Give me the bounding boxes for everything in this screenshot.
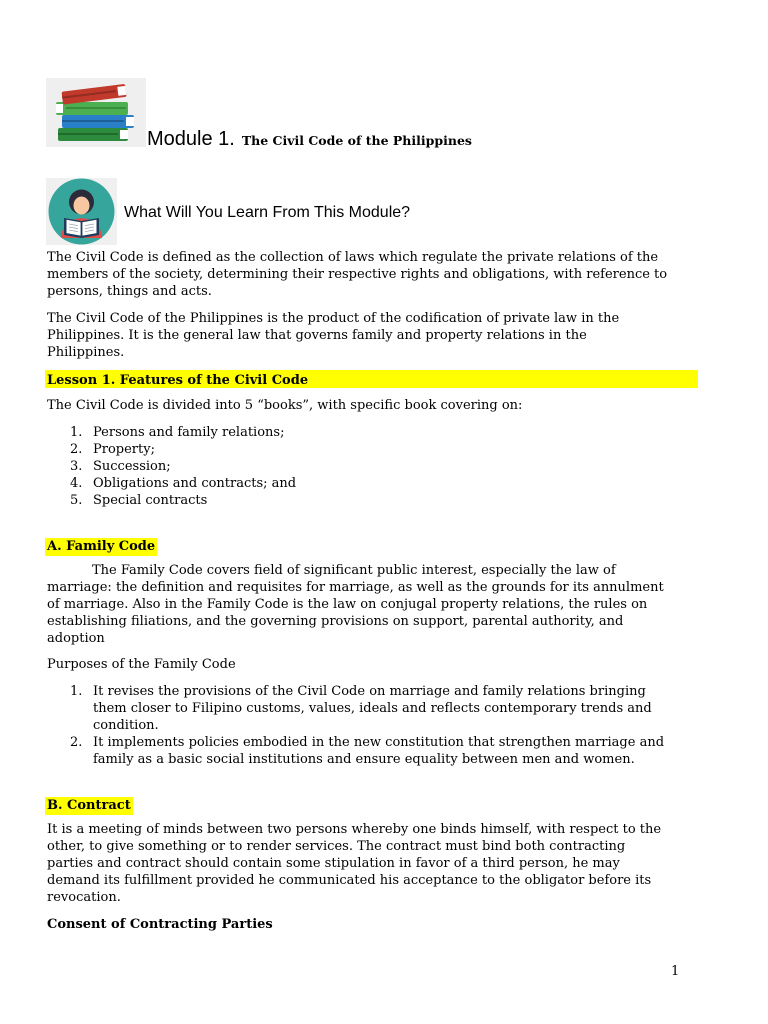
family-code-heading: A. Family Code xyxy=(47,539,156,554)
list-number: 3. xyxy=(70,459,83,474)
text-line: family as a basic social institutions and ensure equality between men and women. xyxy=(93,752,635,767)
list-item xyxy=(70,475,710,492)
text-line: revocation. xyxy=(47,890,121,905)
text-line: of marriage. Also in the Family Code is the law on conjugal property relations, the rules on xyxy=(47,597,648,612)
text-line: It implements policies embodied in the new constitution that strengthen marriage and xyxy=(93,735,665,750)
consent-heading: Consent of Contracting Parties xyxy=(47,917,273,932)
text-line: The Family Code covers field of significant public interest, especially the law of xyxy=(92,563,616,578)
list-number: 1. xyxy=(70,684,83,699)
student-reading-icon xyxy=(46,178,117,245)
list-number: 4. xyxy=(70,476,83,491)
list-text: Property; xyxy=(93,442,155,457)
list-item xyxy=(70,458,710,475)
list-text: Succession; xyxy=(93,459,171,474)
list-number: 5. xyxy=(70,493,83,508)
text-line: The Civil Code of the Philippines is the product of the codification of private law in the xyxy=(47,311,620,326)
text-line: other, to give something or to render services. The contract must bind both contracting xyxy=(47,839,626,854)
list-number: 2. xyxy=(70,735,83,750)
intro-paragraph-2 xyxy=(47,310,619,361)
text-line: them closer to Filipino customs, values, ideals and reflects contemporary trends and xyxy=(93,701,652,716)
family-code-heading-wrap xyxy=(45,535,157,556)
text-line: Philippines. xyxy=(47,345,125,360)
text-line: establishing filiations, and the governing provisions on support, parental authority, and xyxy=(47,614,624,629)
books-stack-icon xyxy=(46,78,146,147)
module-title: The Civil Code of the Philippines xyxy=(241,133,472,148)
list-text: Obligations and contracts; and xyxy=(93,476,297,491)
list-text: Persons and family relations; xyxy=(93,425,285,440)
text-line: It revises the provisions of the Civil Code on marriage and family relations bringing xyxy=(93,684,646,699)
list-item xyxy=(70,492,710,509)
module-label: Module 1. xyxy=(147,128,235,150)
list-number: 2. xyxy=(70,442,83,457)
lesson-heading-bar xyxy=(45,370,698,388)
text-line: It is a meeting of minds between two persons whereby one binds himself, with respect to the xyxy=(47,822,662,837)
list-item xyxy=(70,441,710,458)
books-list xyxy=(70,424,710,509)
text-line: parties and contract should contain some stipulation in favor of a third person, he may xyxy=(47,856,620,871)
text-line: adoption xyxy=(47,631,105,646)
purposes-label: Purposes of the Family Code xyxy=(47,657,236,672)
purposes-list xyxy=(70,683,710,768)
list-number: 1. xyxy=(70,425,83,440)
text-line: The Civil Code is defined as the collection of laws which regulate the private relations of the xyxy=(47,250,659,265)
contract-heading-wrap xyxy=(45,794,133,815)
list-text: Special contracts xyxy=(93,493,208,508)
text-line: persons, things and acts. xyxy=(47,284,212,299)
page-number: 1 xyxy=(671,964,680,979)
list-item xyxy=(70,734,710,768)
lesson-intro: The Civil Code is divided into 5 “books”, with specific book covering on: xyxy=(47,398,523,413)
lesson-heading: Lesson 1. Features of the Civil Code xyxy=(47,373,309,388)
text-line: marriage: the definition and requisites for marriage, as well as the grounds for its annulment xyxy=(47,580,664,595)
text-line: demand its fulfillment provided he communicated his acceptance to the obligator before its xyxy=(47,873,652,888)
text-line: members of the society, determining their respective rights and obligations, with reference to xyxy=(47,267,668,282)
list-item xyxy=(70,683,710,734)
contract-heading: B. Contract xyxy=(47,798,131,813)
text-line: Philippines. It is the general law that governs family and property relations in the xyxy=(47,328,587,343)
text-line: condition. xyxy=(93,718,159,733)
list-item xyxy=(70,424,710,441)
family-code-paragraph xyxy=(47,562,664,647)
intro-paragraph-1 xyxy=(47,249,667,300)
learn-heading: What Will You Learn From This Module? xyxy=(124,204,411,221)
contract-paragraph xyxy=(47,821,661,906)
module-heading xyxy=(147,127,472,151)
